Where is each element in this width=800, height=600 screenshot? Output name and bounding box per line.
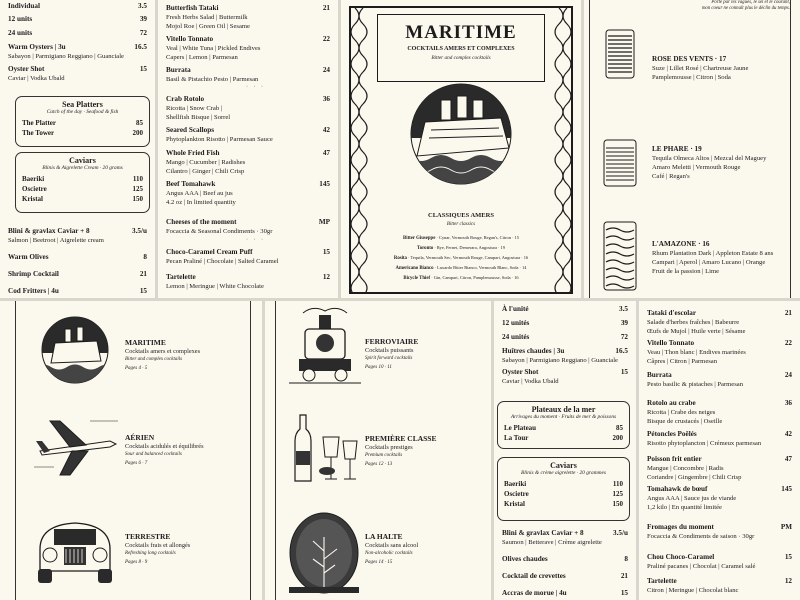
menu-item: Blini & gravlax Caviar + 8 3.5/u Salmon | Beetroot | Aigrelette cream: [8, 227, 147, 244]
classic-cocktail-line: Americano Bianco · Luxardo Bitter Bianco, Vermouth Blanc, Soda · 14: [395, 265, 527, 271]
classic-cocktail-line: Rosita · Tequila, Vermouth Sec, Vermouth Rouge, Campari, Angostura · 16: [393, 255, 529, 261]
tumbler-glass-icon: [602, 138, 638, 188]
category-entry[interactable]: PREMIÈRE CLASSE Cocktails prestiges Premium cocktails Pages 12 · 13: [365, 434, 437, 467]
menu-item: Pétoncles Poêlés 42 Risotto phytoplancton | Crémeux parmesan: [647, 430, 792, 447]
cocktail-item: LE PHARE · 19 Tequila Olmeca Altos | Mezcal del Maguey Amaro Meletti | Vermouth Rouge Café | Regan's: [652, 145, 767, 180]
menu-item: Huîtres chaudes | 3u 16.5 Sabayon | Parmigiano Reggiano | Guanciale: [502, 347, 628, 364]
menu-item: Cheeses of the moment MP Focaccia & Seasonal Condiments · 30gr: [166, 218, 330, 235]
divider-dots: · · ·: [246, 84, 265, 90]
menu-item: 12 units 39: [8, 15, 147, 23]
menu-item: Shrimp Cocktail 21: [8, 270, 147, 278]
menu-item: Tartelette 12 Lemon | Meringue | White Chocolate: [166, 273, 330, 290]
menu-item: Accras de morue | 4u 15: [502, 589, 628, 597]
menu-panel-mains-fr: [639, 301, 800, 600]
menu-item: Tataki d'escolar 21 Salade d'herbes fraîches | Babeurre Œufs de Mujol | Huile verte | Sésame: [647, 309, 792, 335]
page-border: [589, 0, 590, 298]
menu-item: Choco-Caramel Cream Puff 15 Pecan Praliné | Chocolate | Salted Caramel: [166, 248, 330, 265]
menu-item: 12 unités 39: [502, 319, 628, 327]
menu-item: Fromages du moment PM Focaccia & Condiments de saison · 30gr: [647, 523, 792, 540]
cover-subtitle-en: Bitter and complex cocktails: [431, 55, 491, 61]
maritime-cover: [341, 0, 581, 298]
cover-subtitle: COCKTAILS AMERS ET COMPLEXES: [407, 46, 515, 52]
signature-cocktails-panel: [584, 0, 800, 298]
category-entry[interactable]: MARITIME Cocktails amers et complexes Bitter and complex cocktails Pages 4 · 5: [125, 338, 201, 371]
vintage-car-illustration-icon: [30, 509, 120, 587]
menu-panel-starters-fr: [494, 301, 636, 600]
menu-item: Cod Fritters | 4u 15: [8, 287, 147, 295]
classics-heading: CLASSIQUES AMERS: [428, 212, 494, 219]
classic-cocktail-line: Bicycle Thief · Gin, Campari, Citron, Pamplemousse, Soda · 16: [403, 275, 519, 281]
classics-subheading: Bitter classics: [446, 222, 476, 227]
classic-cocktail-line: Toronto · Rye, Fernet, Demerara, Angostura · 19: [416, 245, 506, 251]
menu-item: Tomahawk de bœuf 145 Angus AAA | Sauce jus de viande 1,2 kilo | En quantité limitée: [647, 485, 792, 511]
menu-item: Seared Scallops 42 Phytoplankton Risotto | Parmesan Sauce: [166, 126, 330, 143]
menu-panel-starters-en: [0, 0, 155, 298]
sea-platters-box: Sea Platters Catch of the day · Seafood & fish The Platter 85 The Tower 200: [15, 96, 150, 147]
menu-item: Blini & gravlax Caviar + 8 3.5/u Saumon | Betterave | Crème aigrelette: [502, 529, 628, 546]
menu-item: Cocktail de crevettes 21: [502, 572, 628, 580]
menu-item: Beef Tomahawk 145 Angus AAA | Beef au jus 4.2 oz | In limited quantity: [166, 180, 330, 206]
categories-panel-right: [265, 301, 491, 600]
cocktail-item: ROSE DES VENTS · 17 Suze | Lillet Rosé | Chartreuse Jaune Pamplemousse | Citron | Soda: [652, 55, 749, 81]
menu-item: Crab Rotolo 36 Ricotta | Snow Crab | Shellfish Bisque | Sorrel: [166, 95, 330, 121]
menu-item: Whole Fried Fish 47 Mango | Cucumber | Radishes Cilantro | Ginger | Chili Crisp: [166, 149, 330, 175]
champagne-illustration-icon: [283, 401, 363, 485]
ship-illustration-icon: [35, 313, 115, 387]
classic-cocktail-line: Bitter Giuseppe · Cynar, Vermouth Rouge, Regan's, Citron · 15: [403, 235, 519, 241]
page-border: [250, 301, 251, 600]
menu-item: Olives chaudes 8: [502, 555, 628, 563]
menu-item: Butterfish Tataki 21 Fresh Herbs Salad | Buttermilk Mojol Roe | Green Oil | Sesame: [166, 4, 330, 30]
page-border: [15, 301, 16, 600]
category-entry[interactable]: LA HALTE Cocktails sans alcool Non-alcoholic cocktails Pages 14 · 15: [365, 532, 419, 565]
menu-item: Tartelette 12 Citron | Meringue | Chocolat blanc: [647, 577, 792, 594]
plateaux-box: Plateaux de la mer Arrivages du moment · Fruits de mer & poissons Le Plateau 85 La Tour 200: [497, 401, 630, 449]
category-entry[interactable]: AÉRIEN Cocktails acidulés et équilibrés Sour and balanced cocktails Pages 6 · 7: [125, 433, 204, 466]
category-entry[interactable]: FERROVIAIRE Cocktails puissants Spirit forward cocktails Pages 10 · 11: [365, 337, 419, 370]
page-border: [275, 301, 276, 600]
menu-item: Rotolo au crabe 36 Ricotta | Crabe des neiges Bisque de crustacés | Oseille: [647, 399, 792, 425]
menu-item: Chou Choco-Caramel 15 Praliné pacanes | Chocolat | Caramel salé: [647, 553, 792, 570]
menu-item: Poisson frit entier 47 Mangue | Concombre | Radis Coriandre | Gingembre | Chili Crisp: [647, 455, 792, 481]
intro-poem: Porté par les vagues, le sel et le courant, mon coeur ne connaît plus le déclin du temps.: [701, 0, 790, 11]
menu-item: À l'unité 3.5: [502, 305, 628, 313]
menu-item: Warm Olives 8: [8, 253, 147, 261]
menu-item: 24 unités 72: [502, 333, 628, 341]
caviars-box: Caviars Blinis & Aigrelette Cream · 20 grams Baeriki 110 Oscietre 125 Kristal 150: [15, 152, 150, 213]
menu-item: 24 units 72: [8, 29, 147, 37]
menu-item: Individual 3.5: [8, 2, 147, 10]
cocktail-item: L'AMAZONE · 16 Rhum Plantation Dark | Appleton Estate 8 ans Campari | Aperol | Amaro Lucano | Orange Fruit de la passion | Lime: [652, 240, 774, 275]
category-entry[interactable]: TERRESTRE Cocktails frais et allongés Refreshing long cocktails Pages 8 · 9: [125, 532, 191, 565]
tall-glass-icon: [602, 220, 638, 292]
cover-title: MARITIME: [405, 22, 517, 43]
categories-panel-left: [0, 301, 262, 600]
menu-item: Burrata 24 Basil & Pistachio Pesto | Parmesan: [166, 66, 330, 83]
menu-item: Vitello Tonnato 22 Veau | Thon blanc | Endives marinées Câpres | Citron | Parmesan: [647, 339, 792, 365]
airplane-illustration-icon: [30, 411, 120, 481]
striped-glass-icon: [604, 28, 636, 80]
locomotive-illustration-icon: [285, 305, 365, 385]
divider-dots: · · ·: [246, 237, 265, 243]
menu-item: Oyster Shot 15 Caviar | Vodka Ubald: [8, 65, 147, 82]
caviars-box: Caviars Blinis & crème aigrelette · 20 grammes Baeriki 110 Oscietre 125 Kristal 150: [497, 457, 630, 521]
ship-illustration-icon: [391, 78, 531, 198]
menu-item: Vitello Tonnato 22 Veal | White Tuna | Pickled Endives Capers | Lemon | Parmesan: [166, 35, 330, 61]
menu-item: Warm Oysters | 3u 16.5 Sabayon | Parmigiano Reggiano | Guanciale: [8, 43, 147, 60]
menu-item: Burrata 24 Pesto basilic & pistaches | Parmesan: [647, 371, 792, 388]
menu-item: Oyster Shot 15 Caviar | Vodka Ubald: [502, 368, 628, 385]
cloche-plant-illustration-icon: [283, 507, 365, 597]
menu-panel-mains-en: [158, 0, 338, 298]
